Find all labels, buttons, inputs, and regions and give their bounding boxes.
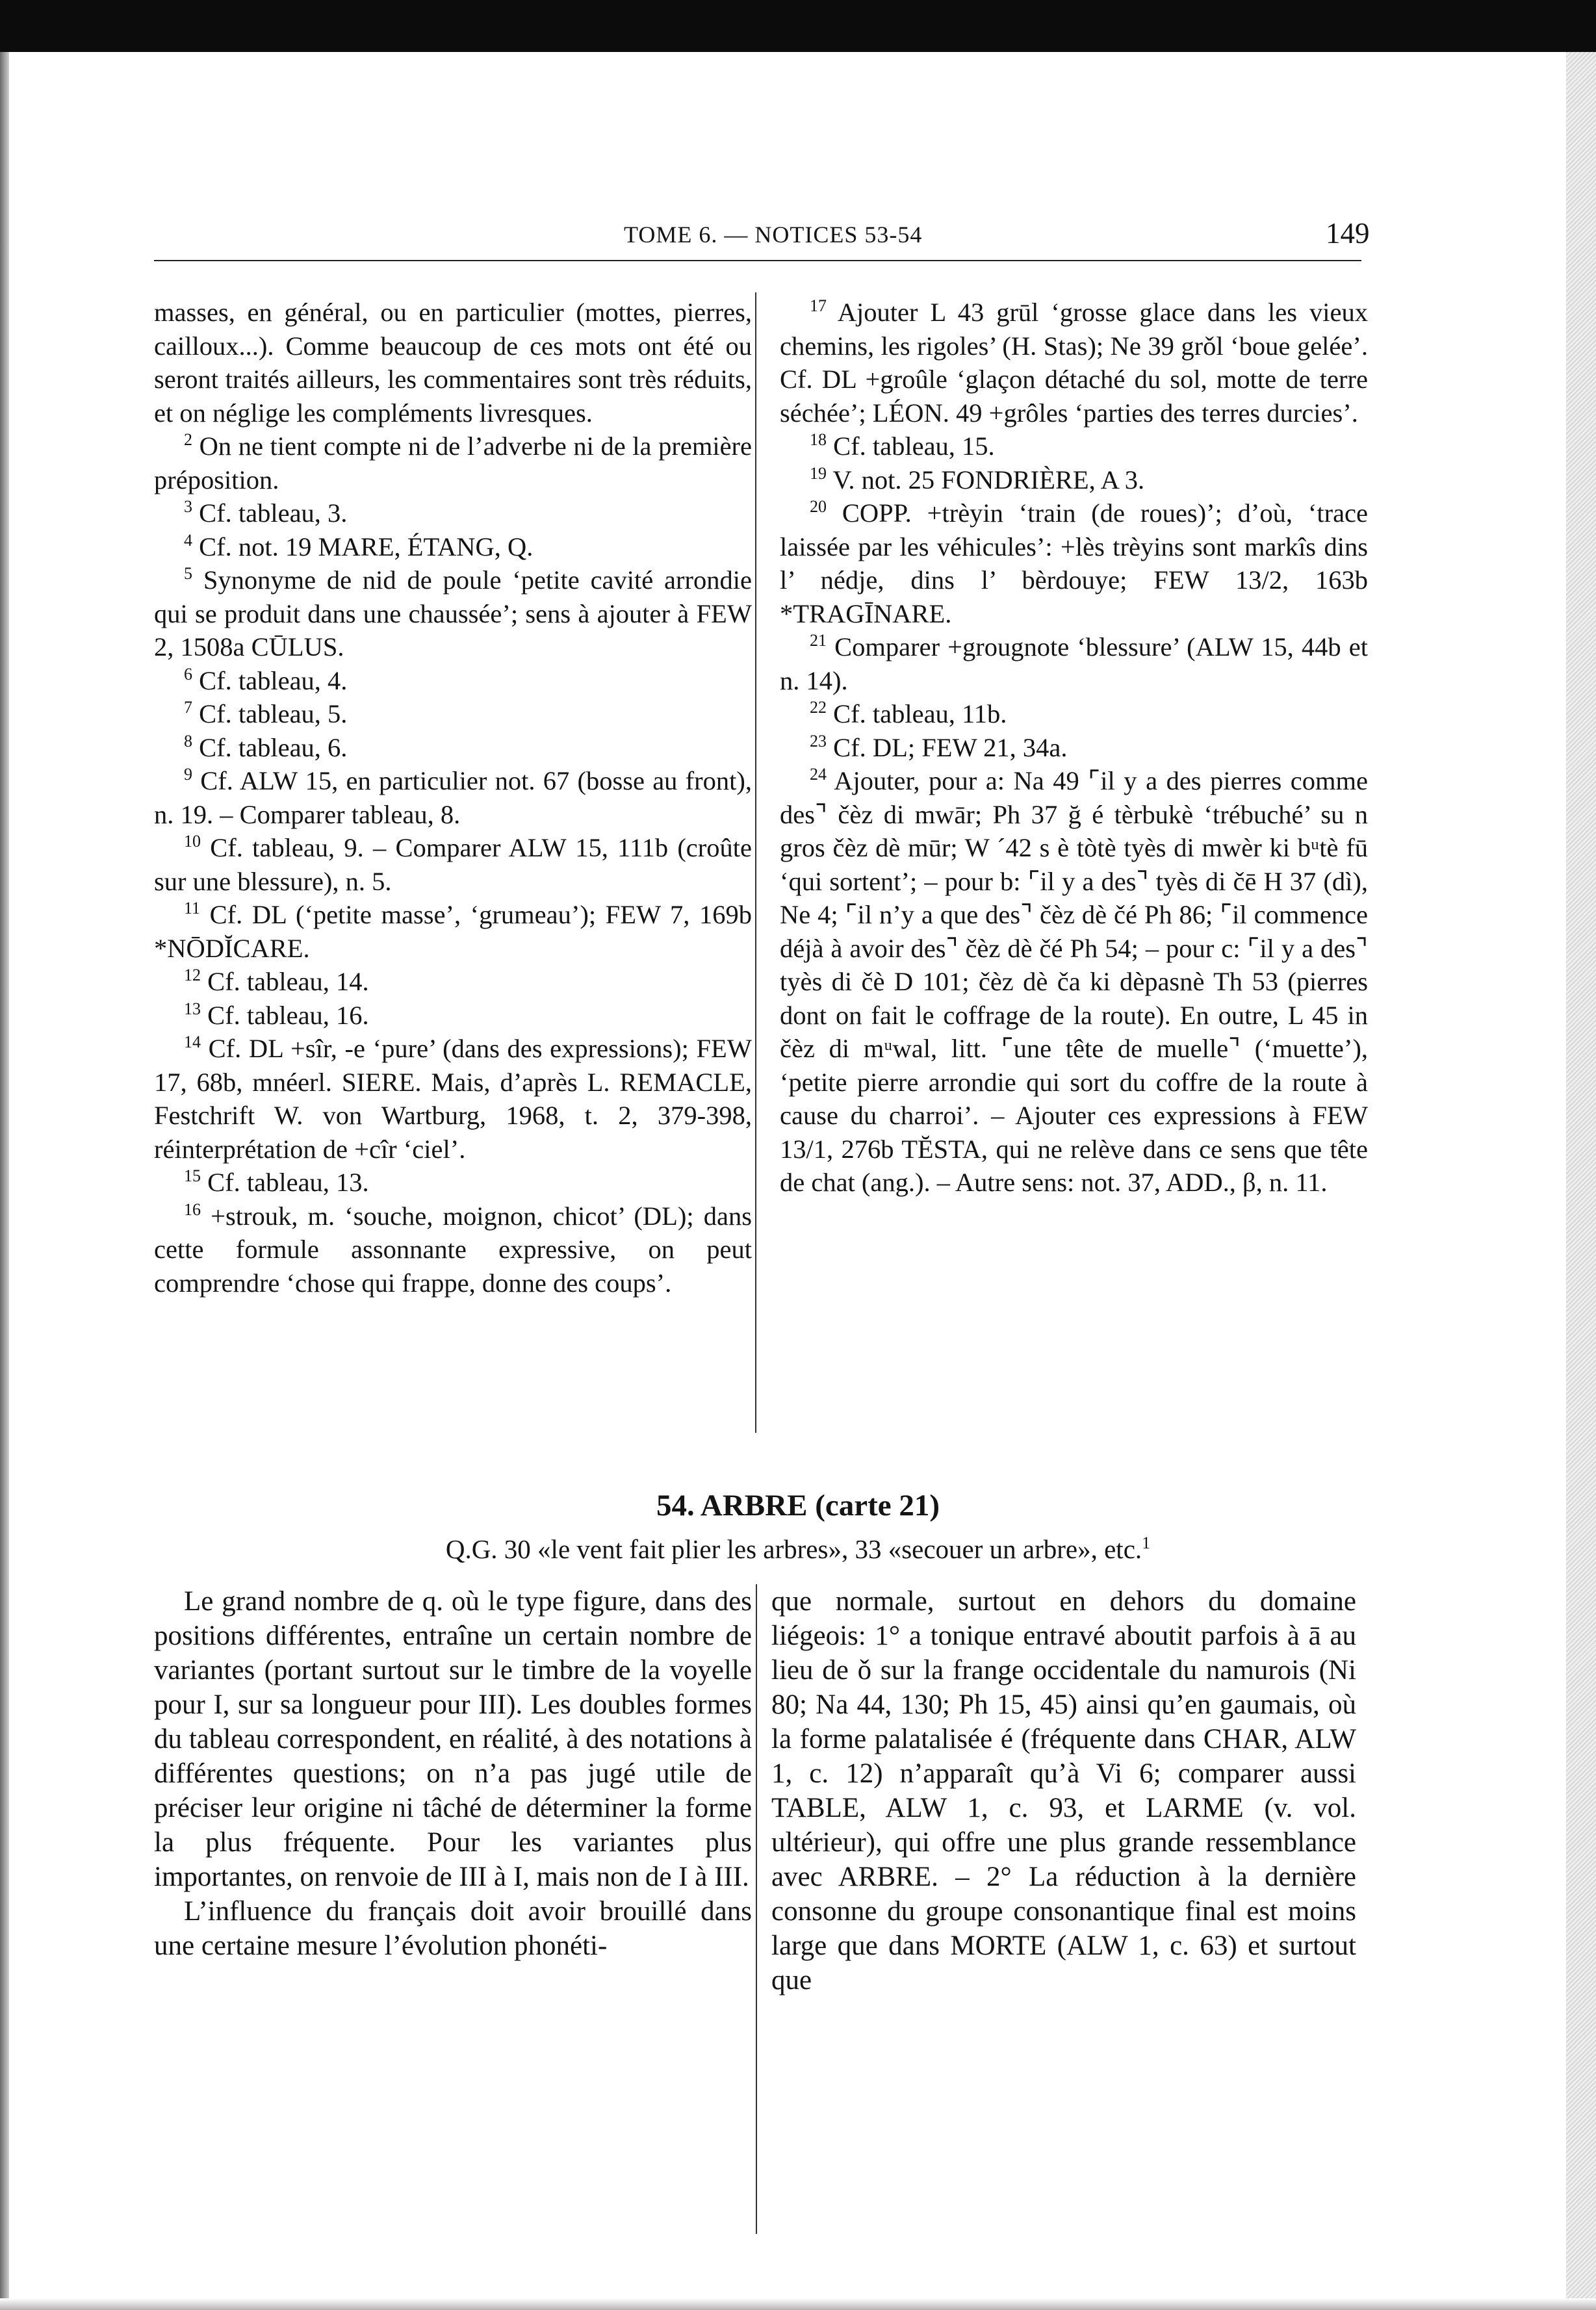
subtitle-note-ref: 1 (1142, 1534, 1151, 1552)
section-title: 54. ARBRE (carte 21) (656, 1489, 940, 1522)
scan-bottom-edge (0, 2298, 1596, 2310)
footnote: $^8$ Cf. tableau, 6. (184, 731, 348, 762)
footnote: $^{21}$ Comparer +grougnote ‘blessure’ (ALW 15, 44b et n. 14). (780, 631, 1368, 695)
header-rule (154, 260, 1361, 261)
footnote: $^{22}$ Cf. tableau, 11b. (810, 698, 1007, 728)
footnote: $^{13}$ Cf. tableau, 16. (184, 999, 369, 1030)
scan-left-edge (0, 52, 9, 2310)
footnote: $^{17}$ Ajouter L 43 grūl ‘grosse glace dans les vieux chemins, les rigoles’ (H. Stas); Ne 39 grǒl ‘boue gelée’. Cf. DL +groûle ‘glaçon détaché du sol, motte de terre séchée’; LÉON. 49 +grôles ‘parties des terres durcies’. (780, 296, 1368, 428)
running-head: TOME 6. — NOTICES 53-54 (624, 222, 923, 248)
footnote: $^{23}$ Cf. DL; FEW 21, 34a. (810, 731, 1068, 762)
footnote: $^9$ Cf. ALW 15, en particulier not. 67 (bosse au front), n. 19. – Comparer tableau, 8. (154, 765, 752, 829)
scan-right-edge (1566, 52, 1596, 2310)
body-right-column (771, 1584, 1356, 2234)
footnote: $^4$ Cf. not. 19 MARE, ÉTANG, Q. (184, 530, 534, 561)
body-paragraph: Le grand nombre de q. où le type figure, dans des positions différentes, entraîne un certain nombre de variantes (portant surtout sur le timbre de la voyelle pour I, sur sa longueur pour III). Les doubles formes du tableau correspondent, en réalité, à des notations à différentes questions; on n’a pas jugé utile de préciser leur origine ni tâché de déterminer la forme la plus fréquente. Pour les variantes plus importantes, on renvoie de III à I, mais non de I à III. (154, 1586, 752, 1892)
footnote: $^{11}$ Cf. DL (‘petite masse’, ‘grumeau’); FEW 7, 169b *NŌDĬCARE. (154, 899, 752, 963)
footnote: $^6$ Cf. tableau, 4. (184, 664, 348, 695)
section-subtitle: Q.G. 30 «le vent fait plier les arbres», 33 «secouer un arbre», etc.$^1$ (445, 1534, 1151, 1564)
footnote: $^{24}$ Ajouter, pour a: Na 49 ⌜il y a des pierres comme des⌝ čèz di mwār; Ph 37 ğ é tèrbukè ‘trébuché’ su n gros čèz dè mūr; W ´42 s è tòtè tyès di mwèr ki bᵘtè fū ‘qui sortent’; – pour b: ⌜il y a des⌝ tyès di čē H 37 (dì), Ne 4; ⌜il n’y a que des⌝ čèz dè čé Ph 86; ⌜il commence déjà à avoir des⌝ čèz dè čé Ph 54; – pour c: ⌜il y a des⌝ tyès di čè D 101; čèz dè ča ki dèpasnè Th 53 (pierres dont on fait le coffrage de la route). En outre, L 45 in čèz di mᵘwal, litt. ⌜une tête de muelle⌝ (‘muette’), ‘petite pierre arrondie qui sort du coffre de la route à cause du charroi’. – Ajouter ces expressions à FEW 13/1, 276b TĔSTA, qui ne relève dans ce sens que tête de chat (ang.). – Autre sens: not. 37, ADD., β, n. 11. (780, 765, 1368, 1197)
body-paragraph: que normale, surtout en dehors du domaine liégeois: 1° a tonique entravé aboutit parfois à ā au lieu de ǒ sur la frange occidentale du namurois (Ni 80; Na 44, 130; Ph 15, 45) ainsi qu’en gaumais, où la forme palatalisée é (fréquente dans CHAR, ALW 1, c. 12) n’apparaît qu’à Vi 6; comparer aussi TABLE, ALW 1, c. 93, et LARME (v. vol. ultérieur), qui offre une plus grande ressemblance avec ARBRE. – 2° La réduction à la dernière consonne du groupe consonantique final est moins large que dans MORTE (ALW 1, c. 63) et surtout que (771, 1586, 1356, 1996)
footnote: $^{19}$ V. not. 25 FONDRIÈRE, A 3. (810, 463, 1145, 494)
page-number: 149 (1326, 217, 1370, 250)
body-paragraph: L’influence du français doit avoir brouillé dans une certaine mesure l’évolution phonéti- (154, 1896, 752, 1961)
body-left-column (154, 1584, 752, 2234)
footnote: $^{12}$ Cf. tableau, 14. (184, 966, 369, 996)
body-column-divider (756, 1584, 757, 2234)
footnote: $^{14}$ Cf. DL +sîr, -e ‘pure’ (dans des expressions); FEW 17, 68b, mnéerl. SIERE. Mais, d’après L. REMACLE, Festchrift W. von Wartburg, 1968, t. 2, 379-398, réinterprétation de +cîr ‘ciel’. (154, 1033, 752, 1164)
footnote: $^3$ Cf. tableau, 3. (184, 497, 348, 528)
footnote: $^2$ On ne tient compte ni de l’adverbe ni de la première préposition. (154, 430, 752, 494)
column-divider (755, 292, 756, 1433)
footnote: $^{15}$ Cf. tableau, 13. (184, 1166, 369, 1197)
footnote: $^7$ Cf. tableau, 5. (184, 698, 348, 728)
scan-top-border (0, 0, 1596, 52)
footnote: $^{20}$ COPP. +trèyin ‘train (de roues)’; d’où, ‘trace laissée par les véhicules’: +lès trèyins sont markîs dins l’ nédje, dins l’ bèrdouye; FEW 13/2, 163b *TRAGĪNARE. (780, 497, 1368, 628)
footnote: $^{10}$ Cf. tableau, 9. – Comparer ALW 15, 111b (croûte sur une blessure), n. 5. (154, 832, 752, 896)
footnote-continuation: masses, en général, ou en particulier (mottes, pierres, cailloux...). Comme beaucoup de ces mots ont été ou seront traités ailleurs, les commentaires sont très réduits, et on néglige les compléments livresques. (154, 298, 752, 428)
footnote: $^{16}$ +strouk, m. ‘souche, moignon, chicot’ (DL); dans cette formule assonnante expressive, on peut comprendre ‘chose qui frappe, donne des coups’. (154, 1200, 752, 1298)
footnote: $^5$ Synonyme de nid de poule ‘petite cavité arrondie qui se produit dans une chaussée’; sens à ajouter à FEW 2, 1508a CŪLUS. (154, 564, 752, 661)
footnotes-right-column (780, 296, 1368, 1378)
footnotes-left-column (154, 296, 752, 1430)
footnote: $^{18}$ Cf. tableau, 15. (810, 430, 995, 461)
